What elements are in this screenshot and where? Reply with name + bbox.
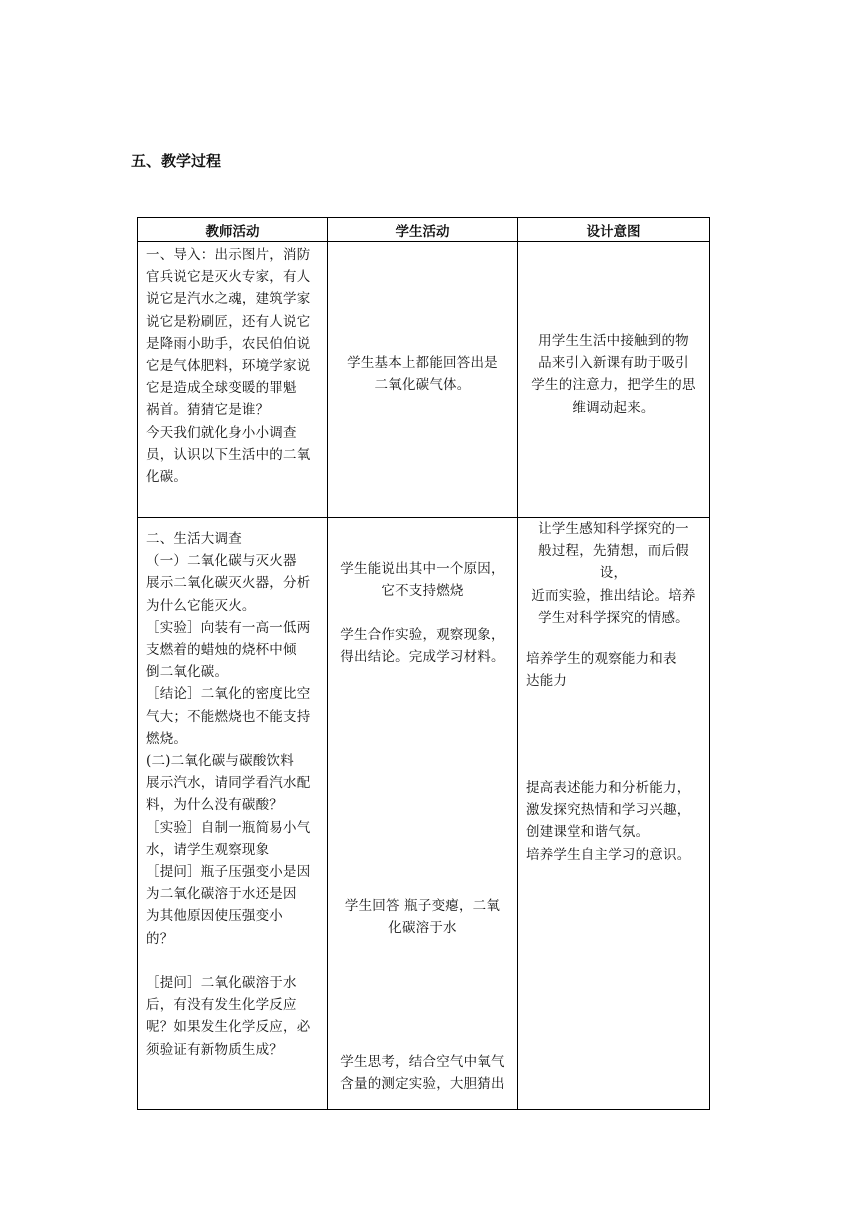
teacher-activity-line: 的？ bbox=[146, 930, 174, 947]
row2-teacher-cell bbox=[138, 518, 328, 1110]
teacher-activity-line: 化碳。 bbox=[146, 469, 188, 486]
teacher-activity-line: ［提问］瓶子压强变小是因 bbox=[146, 864, 311, 881]
student-activity-line: 学生思考，结合空气中氧气 bbox=[340, 1054, 505, 1070]
teacher-activity-line: 料，为什么没有碳酸？ bbox=[146, 797, 283, 814]
teacher-activity-line: ［实验］自制一瓶简易小气 bbox=[146, 819, 311, 836]
teacher-activity-line: 燃烧。 bbox=[146, 730, 188, 747]
student-activity-line: 学生能说出其中一个原因， bbox=[340, 561, 505, 577]
header-teacher-activity: 教师活动 bbox=[138, 218, 328, 242]
teacher-activity-line: 是降雨小助手，农民伯伯说 bbox=[146, 335, 311, 352]
teacher-activity-line: 后，有没有发生化学反应 bbox=[146, 997, 297, 1014]
teacher-activity-line: 它是造成全球变暖的罪魁 bbox=[146, 380, 297, 397]
teacher-activity-line: 水，请学生观察现象 bbox=[146, 841, 270, 858]
design-intent-line: 让学生感知科学探究的一 bbox=[538, 521, 689, 537]
design-intent-line: 学生的注意力，把学生的思 bbox=[531, 377, 696, 394]
teacher-activity-line: 气大；不能燃烧也不能支持 bbox=[146, 708, 311, 725]
student-activity-line: 学生基本上都能回答出是 bbox=[347, 355, 498, 371]
teacher-activity-line: 官兵说它是灭火专家，有人 bbox=[146, 269, 311, 286]
student-activity-line: 化碳溶于水 bbox=[388, 920, 457, 937]
header-design-intent: 设计意图 bbox=[518, 218, 710, 242]
student-activity-line: 学生回答 瓶子变瘪，二氧 bbox=[344, 898, 501, 914]
row2-intent-cell bbox=[518, 518, 710, 1110]
row2-student-cell bbox=[328, 518, 518, 1110]
header-student-activity: 学生活动 bbox=[328, 218, 518, 242]
teacher-activity-line bbox=[138, 950, 327, 972]
teacher-activity-line: 支燃着的蜡烛的烧杯中倾 bbox=[146, 642, 297, 659]
teaching-process-table bbox=[137, 217, 710, 1110]
design-intent-line: 培养学生的观察能力和表 bbox=[526, 651, 677, 667]
teacher-activity-line: 倒二氧化碳。 bbox=[146, 664, 229, 681]
teacher-activity-line: (二)二氧化碳与碳酸饮料 bbox=[146, 753, 294, 770]
design-intent-line: 般过程，先猜想，而后假设， bbox=[538, 543, 689, 582]
teacher-activity-line: 为其他原因使压强变小 bbox=[146, 908, 283, 925]
teacher-activity-line: 展示汽水，请同学看汽水配 bbox=[146, 775, 311, 792]
teacher-activity-line: 今天我们就化身小小调查 bbox=[146, 424, 297, 441]
row1-student-cell bbox=[328, 242, 518, 518]
teacher-activity-line: 展示二氧化碳灭火器，分析 bbox=[146, 575, 311, 592]
student-activity-line: 得出结论。完成学习材料。 bbox=[340, 649, 505, 666]
table-row bbox=[138, 242, 710, 518]
teacher-activity-line: 须验证有新物质生成？ bbox=[146, 1041, 283, 1058]
design-intent-line: 用学生生活中接触到的物 bbox=[538, 333, 689, 349]
teacher-activity-line: 二、生活大调查 bbox=[146, 531, 242, 547]
row1-teacher-cell bbox=[138, 242, 328, 518]
design-intent-line: 培养学生自主学习的意识。 bbox=[526, 846, 691, 863]
design-intent-line: 维调动起来。 bbox=[572, 399, 655, 416]
design-intent-line: 创建课堂和谐气氛。 bbox=[526, 824, 650, 841]
teacher-activity-line: （一）二氧化碳与灭火器 bbox=[146, 553, 297, 570]
teacher-activity-line: 为二氧化碳溶于水还是因 bbox=[146, 886, 297, 903]
design-intent-line: 近而实验，推出结论。培养 bbox=[531, 587, 696, 604]
teacher-activity-line: 一、导入：出示图片，消防 bbox=[146, 247, 311, 263]
teacher-activity-line: 祸首。猜猜它是谁？ bbox=[146, 402, 270, 419]
teacher-activity-line: 呢？如果发生化学反应，必 bbox=[146, 1019, 311, 1036]
teacher-activity-line: ［结论］二氧化的密度比空 bbox=[146, 686, 311, 703]
design-intent-line: 学生对科学探究的情感。 bbox=[538, 609, 689, 626]
row1-intent-cell bbox=[518, 242, 710, 518]
student-activity-line: 二氧化碳气体。 bbox=[374, 377, 471, 394]
teacher-activity-line: 它是气体肥料，环境学家说 bbox=[146, 358, 311, 375]
teacher-activity-line: 为什么它能灭火。 bbox=[146, 597, 256, 614]
teacher-activity-line: 员，认识以下生活中的二氧 bbox=[146, 446, 311, 463]
student-activity-line: 学生合作实验，观察现象， bbox=[340, 627, 505, 643]
table-header-row bbox=[138, 218, 710, 242]
student-activity-line: 含量的测定实验，大胆猜出 bbox=[340, 1076, 505, 1093]
section-heading: 五、教学过程 bbox=[131, 152, 222, 170]
design-intent-line: 激发探究热情和学习兴趣， bbox=[526, 802, 691, 819]
teacher-activity-line: 说它是粉刷匠，还有人说它 bbox=[146, 313, 311, 330]
teacher-activity-line: 说它是汽水之魂，建筑学家 bbox=[146, 291, 311, 308]
design-intent-line: 品来引入新课有助于吸引 bbox=[538, 355, 689, 372]
teacher-activity-line: ［实验］向装有一高一低两 bbox=[146, 619, 311, 636]
table-row bbox=[138, 518, 710, 1110]
design-intent-line: 达能力 bbox=[526, 673, 568, 690]
teacher-activity-line: ［提问］二氧化碳溶于水 bbox=[146, 975, 297, 992]
student-activity-line: 它不支持燃烧 bbox=[381, 583, 464, 600]
design-intent-line: 提高表述能力和分析能力， bbox=[526, 780, 691, 796]
